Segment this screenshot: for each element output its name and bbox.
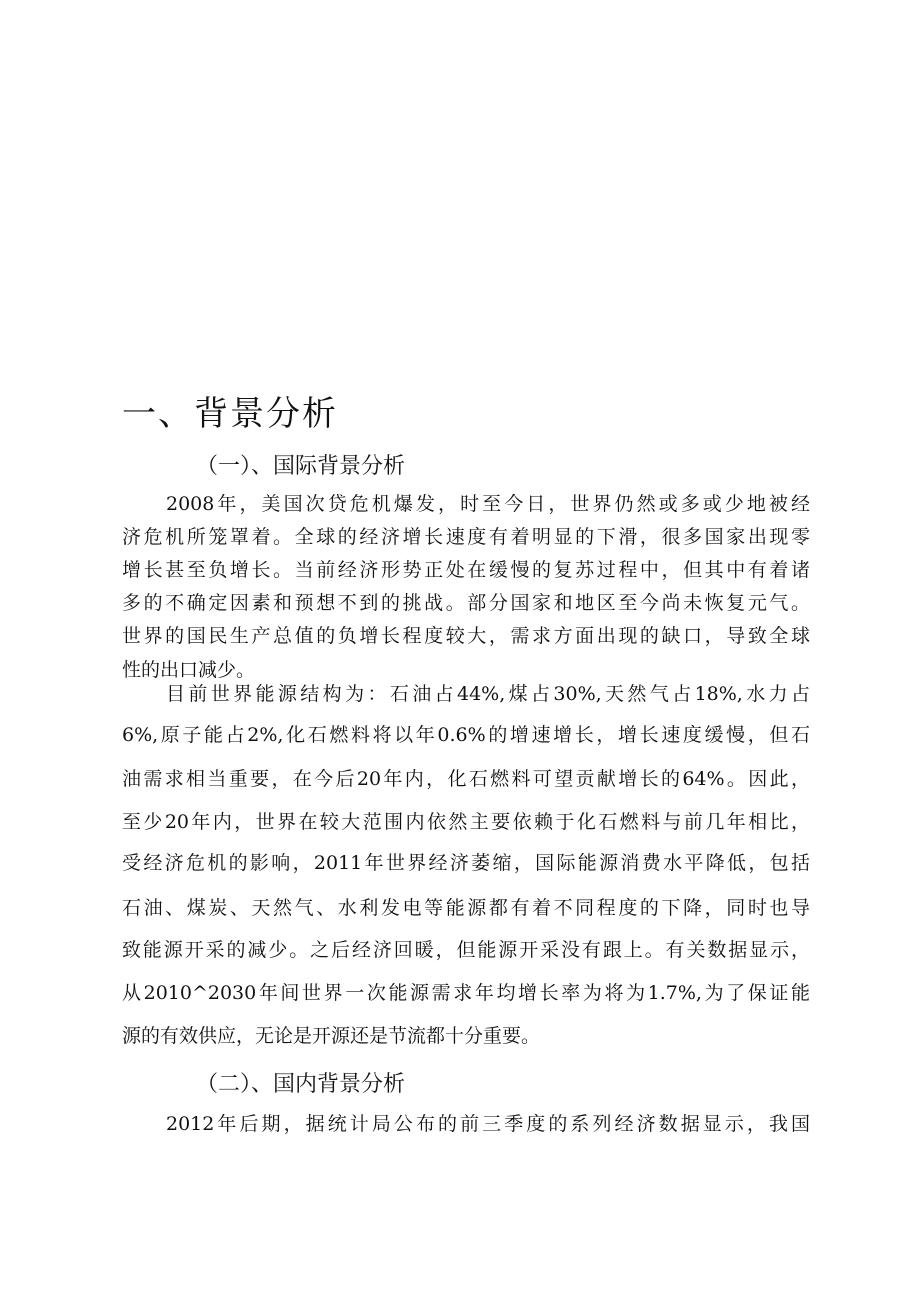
- paragraph-line: 石油、煤炭、天然气、水利发电等能源都有着不同程度的下降，同时也导: [122, 897, 810, 919]
- section-heading: 一、背景分析: [122, 394, 338, 434]
- paragraph-line: 增长甚至负增长。当前经济形势正处在缓慢的复苏过程中，但其中有着诸: [122, 559, 810, 581]
- paragraph-line: 世界的国民生产总值的负增长程度较大，需求方面出现的缺口，导致全球: [122, 625, 810, 647]
- paragraph-line: 受经济危机的影响，2011年世界经济萎缩，国际能源消费水平降低，包括: [122, 852, 810, 874]
- paragraph-line: 至少20年内，世界在较大范围内依然主要依赖于化石燃料与前几年相比，: [122, 811, 810, 833]
- paragraph-line: 2012年后期，据统计局公布的前三季度的系列经济数据显示，我国: [166, 1113, 810, 1135]
- paragraph-line: 6%,原子能占2%,化石燃料将以年0.6%的增速增长，增长速度缓慢，但石: [122, 724, 810, 746]
- paragraph-line: 致能源开采的减少。之后经济回暖，但能源开采没有跟上。有关数据显示，: [122, 939, 810, 961]
- paragraph-line: 油需求相当重要，在今后20年内，化石燃料可望贡献增长的64%。因此，: [122, 768, 810, 790]
- subsection-title-international: （一）、国际背景分析: [196, 454, 406, 479]
- paragraph-line: 目前世界能源结构为：石油占44%,煤占30%,天然气占18%,水力占: [166, 683, 810, 705]
- paragraph-line: 源的有效供应，无论是开源还是节流都十分重要。: [122, 1025, 541, 1047]
- subsection-title-domestic: （二）、国内背景分析: [196, 1072, 406, 1097]
- paragraph-line: 多的不确定因素和预想不到的挑战。部分国家和地区至今尚未恢复元气。: [122, 592, 810, 614]
- paragraph-line: 2008年，美国次贷危机爆发，时至今日，世界仍然或多或少地被经: [166, 493, 810, 515]
- paragraph-line: 从2010^2030年间世界一次能源需求年均增长率为将为1.7%,为了保证能: [122, 982, 810, 1004]
- paragraph-line: 性的出口减少。: [122, 659, 256, 681]
- paragraph-line: 济危机所笼罩着。全球的经济增长速度有着明显的下滑，很多国家出现零: [122, 526, 810, 548]
